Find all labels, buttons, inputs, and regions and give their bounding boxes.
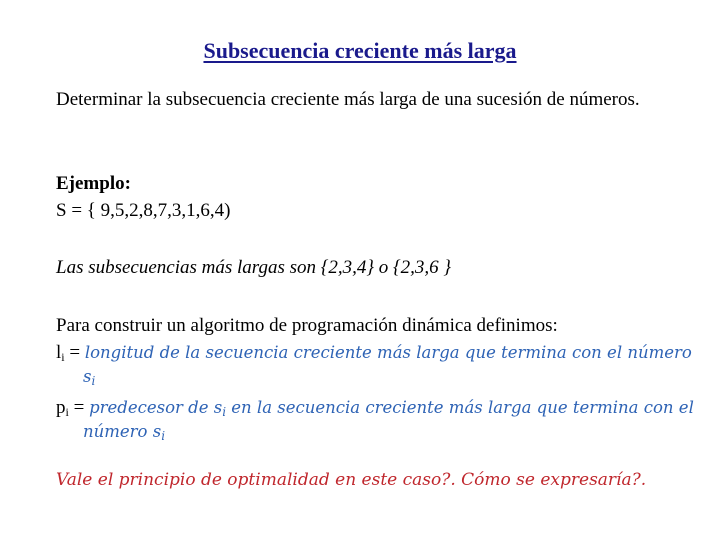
definitions-intro: Para construir un algoritmo de programación dinámica definimos: [56,315,558,336]
definition-p-symbol: p [56,397,66,418]
definition-l-equals: = [64,342,85,363]
intro-paragraph: Determinar la subsecuencia creciente más larga de una sucesión de números. [56,89,640,110]
definition-l-symbol: l [56,342,62,363]
definition-l [56,341,703,389]
definition-p-text-end: en la secuencia creciente más larga que termina con el número s [83,398,694,441]
definition-l-text: longitud de la secuencia creciente más larga que termina con el número s [83,343,692,386]
example-sequence: S = { 9,5,2,8,7,3,1,6,4) [56,200,231,221]
optimality-question: Vale el principio de optimalidad en este caso?. Cómo se expresaría?. [56,470,647,490]
definition-p [56,396,703,444]
definition-p-equals: = [68,397,90,418]
slide-title: Subsecuencia creciente más larga [203,38,517,63]
definition-l-text-subscript: i [91,374,96,388]
definition-p-symbol-subscript: i [65,405,69,419]
definition-p-text-start: predecesor de s [89,398,223,417]
definition-p-text-sub1: i [222,405,227,419]
definition-l-symbol-subscript: i [61,350,65,364]
definition-p-text-subscript: i [161,429,166,443]
example-label: Ejemplo: [56,173,131,194]
result-sentence: Las subsecuencias más largas son {2,3,4} o {2,3,6 } [56,257,451,278]
